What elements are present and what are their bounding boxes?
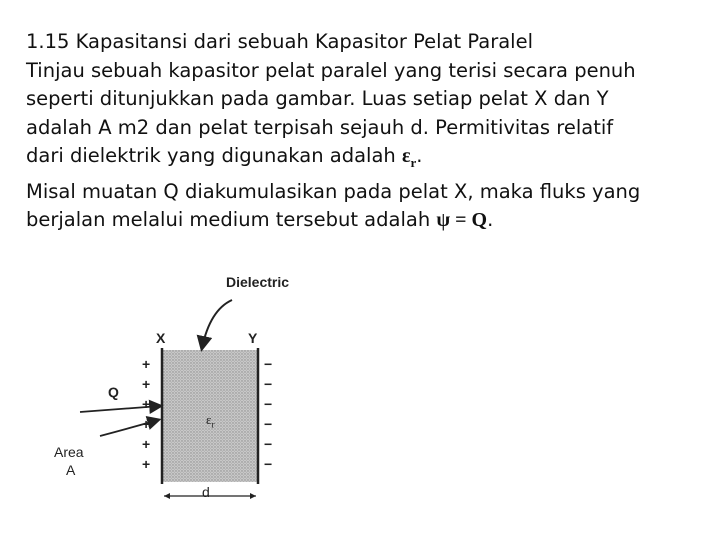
plus-charge: + — [142, 376, 151, 392]
psi-equals-q-formula: ψ = Q — [436, 209, 488, 231]
area-label-line-2: A — [66, 462, 76, 478]
body-line-4-end: . — [416, 144, 423, 167]
capacitor-figure — [40, 260, 340, 510]
body-line-1: Tinjau sebuah kapasitor pelat paralel yang terisi secara penuh — [26, 58, 636, 82]
minus-charge: − — [264, 396, 273, 412]
body-line-2: seperti ditunjukkan pada gambar. Luas setiap pelat X dan Y — [26, 87, 609, 110]
plus-charge: + — [142, 456, 151, 472]
distance-arrow-left — [164, 493, 170, 499]
minus-charge: − — [264, 456, 273, 472]
capacitor-diagram — [40, 260, 340, 510]
plus-charge: + — [142, 356, 151, 372]
plus-charge: + — [142, 416, 151, 432]
dielectric-label: Dielectric — [226, 274, 290, 290]
minus-charge: − — [264, 436, 273, 452]
body-line-5: Misal muatan Q diakumulasikan pada pelat X, maka fluks yang — [26, 179, 641, 203]
body-line-4-text: dari dielektrik yang digunakan adalah — [26, 144, 396, 167]
distance-d-label: d — [202, 484, 210, 500]
minus-charge: − — [264, 356, 273, 372]
epsilon-r-label: $\varepsilon_r$ — [206, 412, 215, 430]
plate-y-label: Y — [248, 330, 258, 346]
body-line-6 — [26, 206, 706, 235]
distance-arrow-right — [250, 493, 256, 499]
body-line-3: adalah A m2 dan pelat terpisah sejauh d. Permitivitas relatif — [26, 115, 614, 139]
body-line-4 — [26, 142, 706, 178]
plus-charge: + — [142, 436, 151, 452]
body-line-6-text: berjalan melalui medium tersebut adalah — [26, 208, 431, 231]
minus-charge: − — [264, 376, 273, 392]
plus-charge: + — [142, 396, 151, 412]
body-line-6-end: . — [487, 208, 494, 231]
slide-text — [26, 28, 706, 235]
charge-q-label: Q — [108, 384, 119, 400]
area-label-line-1: Area — [54, 444, 84, 460]
slide-heading: 1.15 Kapasitansi dari sebuah Kapasitor Pelat Paralel — [26, 30, 533, 53]
minus-charge: − — [264, 416, 273, 432]
plate-x-label: X — [156, 330, 166, 346]
epsilon-r-symbol: $\varepsilon_r$ — [401, 145, 417, 170]
dielectric-arrow — [202, 300, 232, 348]
